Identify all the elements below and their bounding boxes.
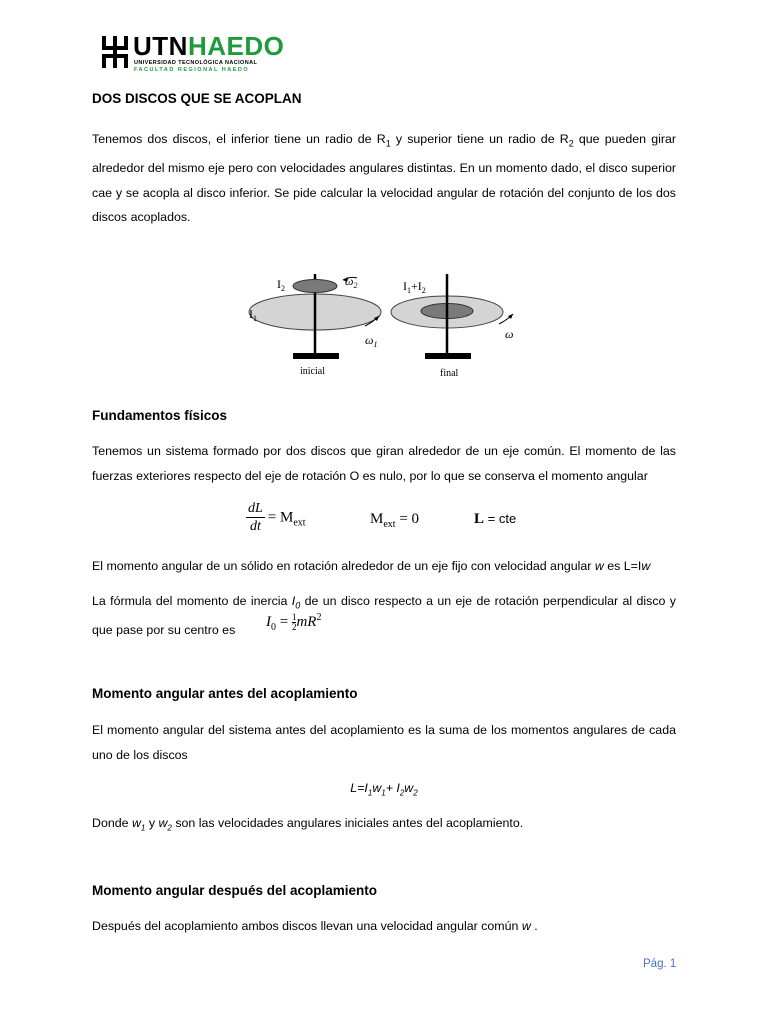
label-omega1: $\omega_1$ <box>365 333 378 349</box>
label-omega: ω <box>505 327 514 341</box>
equation-L-before: $L=I_1w_1+ I_2w_2$ <box>350 781 418 798</box>
heading-despues: Momento angular después del acoplamiento <box>92 883 378 898</box>
inertia-formula: $I_0$ = $\frac{1}{2}$ $mR^2$ <box>266 612 322 633</box>
label-I1: $I_1$ <box>249 307 257 323</box>
donde-sentence: Donde $w_1$ y $w_2$ son las velocidades angulares iniciales antes del acoplamiento. <box>92 816 524 833</box>
equation-mext-zero: $M_{ext} = 0$ <box>370 511 420 530</box>
intro-paragraph: Tenemos dos discos, el inferior tiene un radio de $R_1$ y superior tiene un radio de $R_2$ que pueden girar alrededor del mismo eje pero con velocidades angulares distintas. En un momento dado, el disco superior cae y se acopla al disco inferior. Se pide calcular la velocidad angular de rotación del conjunto de los dos discos acoplados. <box>92 132 676 225</box>
angular-momentum-sentence: El momento angular de un sólido en rotación alrededor de un eje fijo con velocidad angular w es L=Iw <box>92 559 651 573</box>
equation-dL-dt: $\frac{dL}{dt}$ = $M_{ext}$ <box>248 501 306 534</box>
logo-university-name: UNIVERSIDAD TECNOLÓGICA NACIONAL <box>134 60 258 66</box>
utn-haedo-logo <box>100 31 285 74</box>
label-I2: $I_2$ <box>277 277 285 293</box>
antes-paragraph: El momento angular del sistema antes del acoplamiento es la suma de los momentos angulares de cada uno de los discos <box>92 723 676 762</box>
page-number: Pág. 1 <box>643 958 677 970</box>
despues-sentence: Después del acoplamiento ambos discos llevan una velocidad angular común w . <box>92 919 538 933</box>
caption-final: final <box>440 368 459 379</box>
heading-fundamentos: Fundamentos físicos <box>92 408 228 423</box>
equation-L-constant: L = cte <box>474 511 517 527</box>
caption-initial: inicial <box>300 366 325 377</box>
two-discs-figure <box>245 268 525 380</box>
label-omega2: $\omega_2$ <box>345 274 358 290</box>
logo-faculty-name: FACULTAD REGIONAL HAEDO <box>134 67 250 73</box>
inertia-paragraph: La fórmula del momento de inercia $I_0$ de un disco respecto a un eje de rotación perpendicular al disco y que pase por su centro es <box>92 594 676 638</box>
fundamentos-paragraph: Tenemos un sistema formado por dos discos que giran alrededor de un eje común. El momento de las fuerzas exteriores respecto del eje de rotación O es nulo, por lo que se conserva el momento angular <box>92 444 676 483</box>
heading-antes: Momento angular antes del acoplamiento <box>92 686 358 701</box>
utn-emblem-icon <box>100 36 130 68</box>
initial-disc-diagram <box>249 274 381 359</box>
label-I1-plus-I2: $I_1+I_2$ <box>403 279 426 295</box>
document-title: DOS DISCOS QUE SE ACOPLAN <box>92 91 302 106</box>
logo-wordmark: UTNHAEDO <box>133 31 285 61</box>
